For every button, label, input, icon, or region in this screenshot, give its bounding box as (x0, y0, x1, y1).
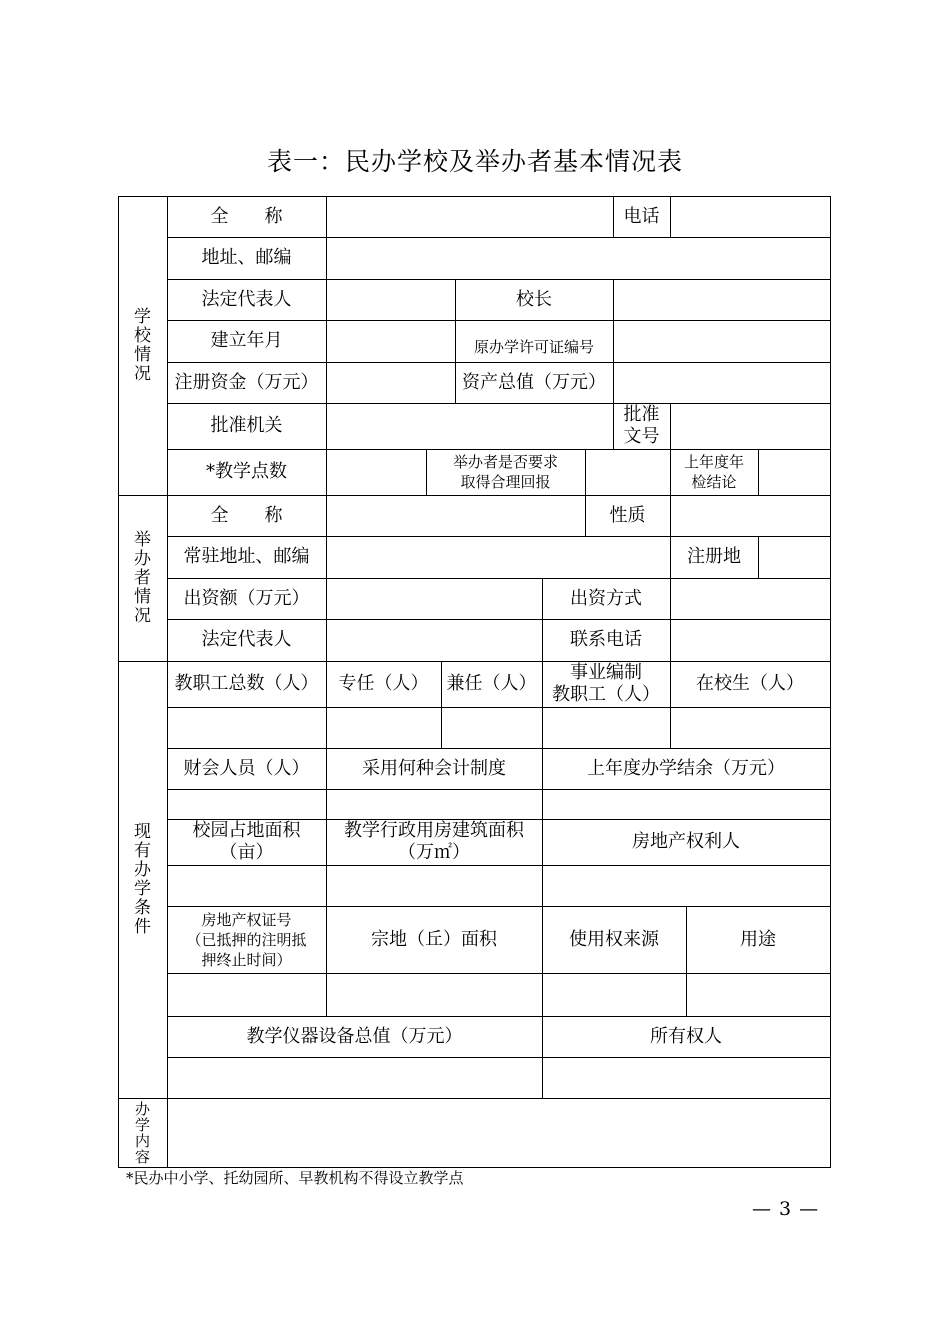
label-approval-doc: 批准 文号 (623, 404, 660, 447)
grid-line-horizontal (167, 973, 831, 974)
label-use-right-source: 使用权来源 (569, 928, 659, 950)
label-property-cert: 房地产权证号 （已抵押的注明抵 押终止时间） (186, 910, 307, 969)
section-school: 学 校 情 况 (134, 306, 151, 384)
grid-line-vertical (670, 578, 671, 662)
label-school-fullname: 全 称 (210, 205, 283, 227)
grid-line-horizontal (167, 707, 831, 708)
label-campus-area: 校园占地面积 （亩） (192, 820, 301, 863)
grid-line-horizontal (167, 1057, 831, 1058)
label-phone: 电话 (623, 205, 660, 227)
label-sponsor-legal-rep: 法定代表人 (201, 629, 292, 650)
grid-line-vertical (613, 279, 614, 404)
label-principal: 校长 (516, 288, 552, 310)
label-establishment: 事业编制 教职工（人） (552, 662, 660, 705)
grid-line-vertical (670, 403, 671, 450)
label-founded: 建立年月 (210, 330, 283, 351)
grid-line-vertical (326, 403, 327, 450)
label-sponsor-address: 常驻地址、邮编 (183, 546, 310, 567)
grid-line-vertical (758, 536, 759, 579)
section-content: 办 学 内 容 (134, 1099, 150, 1166)
label-surplus: 上年度办学结余（万元） (587, 757, 785, 779)
grid-line-vertical (670, 495, 671, 537)
label-school-legal-rep: 法定代表人 (201, 288, 292, 310)
label-invest-method: 出资方式 (570, 587, 642, 609)
grid-line-vertical (326, 449, 327, 496)
label-land-area: 宗地（丘）面积 (371, 928, 497, 950)
page-number: — 3 — (752, 1198, 820, 1220)
grid-line-vertical (830, 196, 831, 1168)
label-reg-place: 注册地 (687, 546, 741, 567)
label-reg-capital: 注册资金（万元） (174, 371, 319, 393)
label-annual-check: 上年度年 检结论 (683, 453, 744, 491)
label-staff-total: 教职工总数（人） (174, 673, 319, 694)
grid-line-horizontal (167, 789, 831, 790)
grid-line-horizontal (167, 865, 831, 866)
grid-line-vertical (585, 449, 586, 496)
grid-line-vertical (326, 578, 327, 662)
label-parttime: 兼任（人） (446, 673, 537, 694)
label-teaching-points: *教学点数 (206, 461, 287, 482)
section-conditions: 现 有 办 学 条 件 (134, 821, 151, 937)
label-school-address: 地址、邮编 (201, 247, 292, 268)
label-equipment-value: 教学仪器设备总值（万元） (246, 1025, 463, 1047)
grid-line-vertical (670, 196, 671, 238)
label-finance-staff: 财会人员（人） (183, 757, 310, 779)
label-building-area: 教学行政用房建筑面积 （万㎡） (344, 820, 524, 863)
grid-line-vertical (326, 279, 327, 404)
label-property-owner: 房地产权利人 (632, 831, 740, 852)
grid-line-vertical (326, 536, 327, 579)
section-sponsor: 举 办 者 情 况 (134, 529, 151, 626)
page-title: 表一：民办学校及举办者基本情况表 (266, 147, 683, 176)
label-contact-phone: 联系电话 (570, 629, 642, 650)
label-investment: 出资额（万元） (183, 587, 310, 609)
label-students: 在校生（人） (696, 673, 804, 694)
label-reasonable-return: 举办者是否要求 取得合理回报 (452, 453, 558, 491)
footnote: *民办中小学、托幼园所、早教机构不得设立教学点 (126, 1169, 464, 1187)
grid-line-vertical (326, 196, 327, 238)
label-fulltime: 专任（人） (338, 673, 429, 694)
label-owner: 所有权人 (650, 1025, 722, 1047)
grid-line-vertical (326, 495, 327, 537)
label-approval-org: 批准机关 (210, 415, 283, 436)
label-total-assets: 资产总值（万元） (462, 371, 606, 393)
label-usage: 用途 (740, 928, 776, 950)
grid-line-vertical (758, 449, 759, 496)
label-accounting: 采用何种会计制度 (362, 757, 506, 779)
label-nature: 性质 (609, 504, 646, 526)
label-orig-license: 原办学许可证编号 (473, 338, 594, 356)
grid-line-horizontal (118, 1098, 831, 1099)
grid-line-vertical (326, 237, 327, 280)
label-sponsor-fullname: 全 称 (210, 504, 283, 526)
